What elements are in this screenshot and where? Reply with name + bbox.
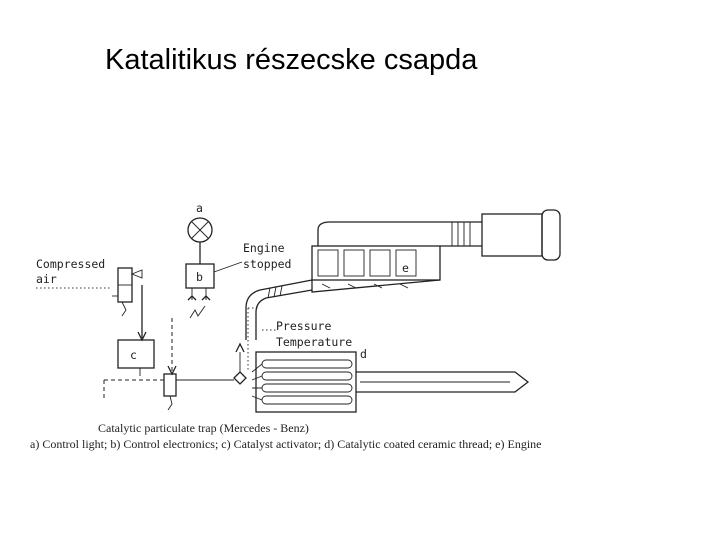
label-temperature: Temperature: [276, 335, 353, 349]
label-stopped: stopped: [243, 257, 292, 271]
label-air: air: [36, 272, 57, 286]
slide-title: Katalitikus részecske csapda: [105, 44, 478, 76]
control-electronics-b: [186, 264, 214, 318]
control-light-a: [188, 201, 212, 264]
label-compressed: Compressed: [36, 257, 106, 271]
catalyst-activator-c: [104, 318, 234, 410]
caption-line2: a) Control light; b) Control electronics; c) Catalyst activator; d) Catalytic coated ceramic thread; e) Engine: [30, 437, 542, 451]
label-engine: Engine: [243, 241, 285, 255]
engine-e: [312, 210, 560, 292]
label-b: b: [196, 270, 203, 284]
sensor-lines: [234, 308, 352, 384]
label-pressure: Pressure: [276, 319, 332, 333]
trap-d: [252, 347, 528, 412]
label-a: a: [196, 201, 203, 215]
air-valve: [112, 268, 146, 340]
engine-stopped-lead: [214, 262, 242, 272]
caption-line1: Catalytic particulate trap (Mercedes - Benz): [98, 421, 309, 435]
valve-diamond: [234, 372, 246, 384]
label-c: c: [130, 348, 137, 362]
label-d: d: [360, 347, 367, 361]
label-e: e: [402, 261, 409, 275]
